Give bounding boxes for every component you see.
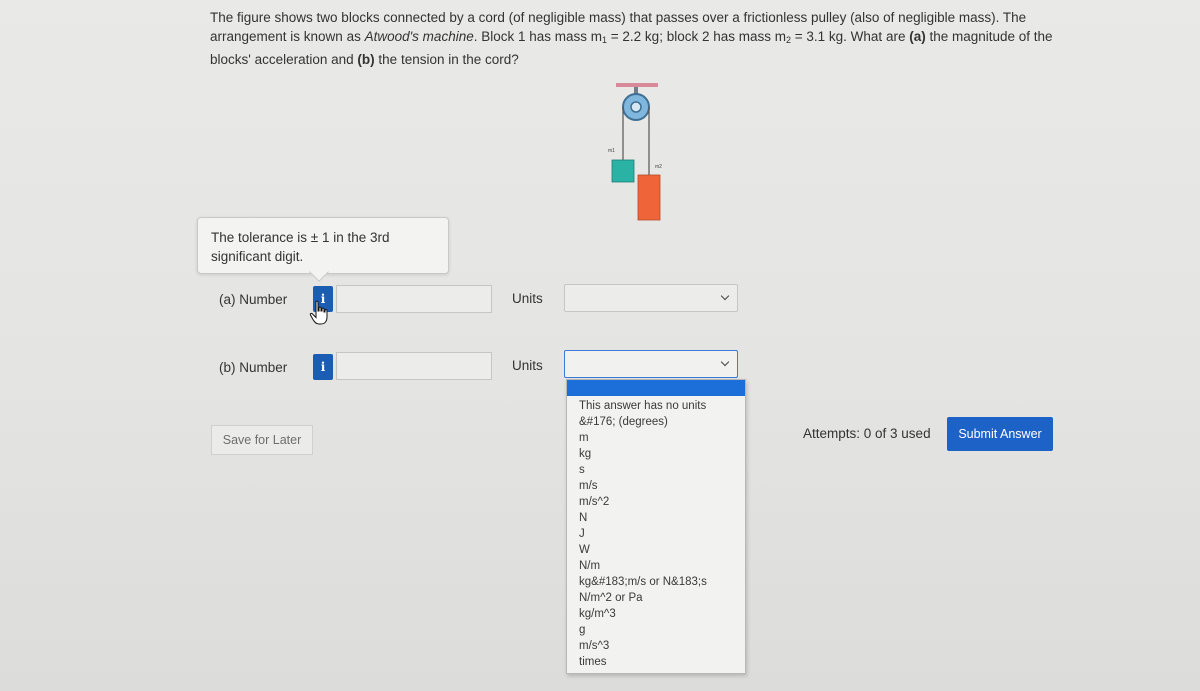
atwood-machine-figure [600,80,680,225]
units-option[interactable]: kg [579,448,592,460]
units-option[interactable]: g [579,624,586,636]
part-b-units-label: Units [512,358,543,373]
submit-answer-button[interactable]: Submit Answer [947,417,1053,451]
tooltip-text: The tolerance is ± 1 in the 3rd significant digit. [211,230,390,264]
block-1 [612,160,634,182]
units-option[interactable]: J [579,528,585,540]
dropdown-highlighted-option[interactable] [567,380,745,396]
part-a-label: (a) Number [219,292,288,307]
save-for-later-button[interactable]: Save for Later [211,425,313,455]
units-option[interactable]: &#176; (degrees) [579,416,668,428]
units-option[interactable]: m/s^3 [579,640,610,652]
problem-statement: The figure shows two blocks connected by a cord (of negligible mass) that passes over a frictionless pulley (also of negligible mass). The arrangement is known as Atwood's machine. Block 1 has mass $m_1 = 2.2$ kg; block 2 has mass $m_2 = 3.1$ kg. What are (a) the magnitude of the blocks' acceleration and (b) the tension in the cord? [210,10,1053,67]
ceiling-mount [616,83,658,87]
chevron-down-icon [721,358,731,368]
units-option[interactable]: kg&#183;m/s or N&183;s [579,576,707,588]
part-a-number-input[interactable] [336,285,492,313]
units-option[interactable]: s [579,464,585,476]
part-b-units-select[interactable] [564,350,738,378]
units-option[interactable]: N [579,512,588,524]
hand-cursor-icon [309,300,331,326]
units-option[interactable]: kg/m^3 [579,608,616,620]
units-option[interactable]: times [579,656,607,668]
block-2 [638,175,660,220]
units-dropdown-list[interactable] [566,379,746,674]
part-b-number-input[interactable] [336,352,492,380]
part-a-units-label: Units [512,291,543,306]
m1-label: m1 [608,148,615,154]
info-icon-a[interactable]: i [313,286,333,312]
pulley-hub [631,102,641,112]
m2-label: m2 [655,164,662,170]
units-option[interactable]: m [579,432,589,444]
part-a-units-select[interactable] [564,284,738,312]
units-option[interactable]: W [579,544,590,556]
units-option[interactable]: N/m [579,560,601,572]
units-option[interactable]: m/s^2 [579,496,610,508]
part-b-label: (b) Number [219,360,288,375]
units-option[interactable]: m/s [579,480,598,492]
attempts-counter: Attempts: 0 of 3 used [803,426,931,441]
units-option[interactable]: N/m^2 or Pa [579,592,643,604]
units-option[interactable]: This answer has no units [579,400,707,412]
info-icon-b[interactable]: i [313,354,333,380]
chevron-down-icon [721,292,731,302]
